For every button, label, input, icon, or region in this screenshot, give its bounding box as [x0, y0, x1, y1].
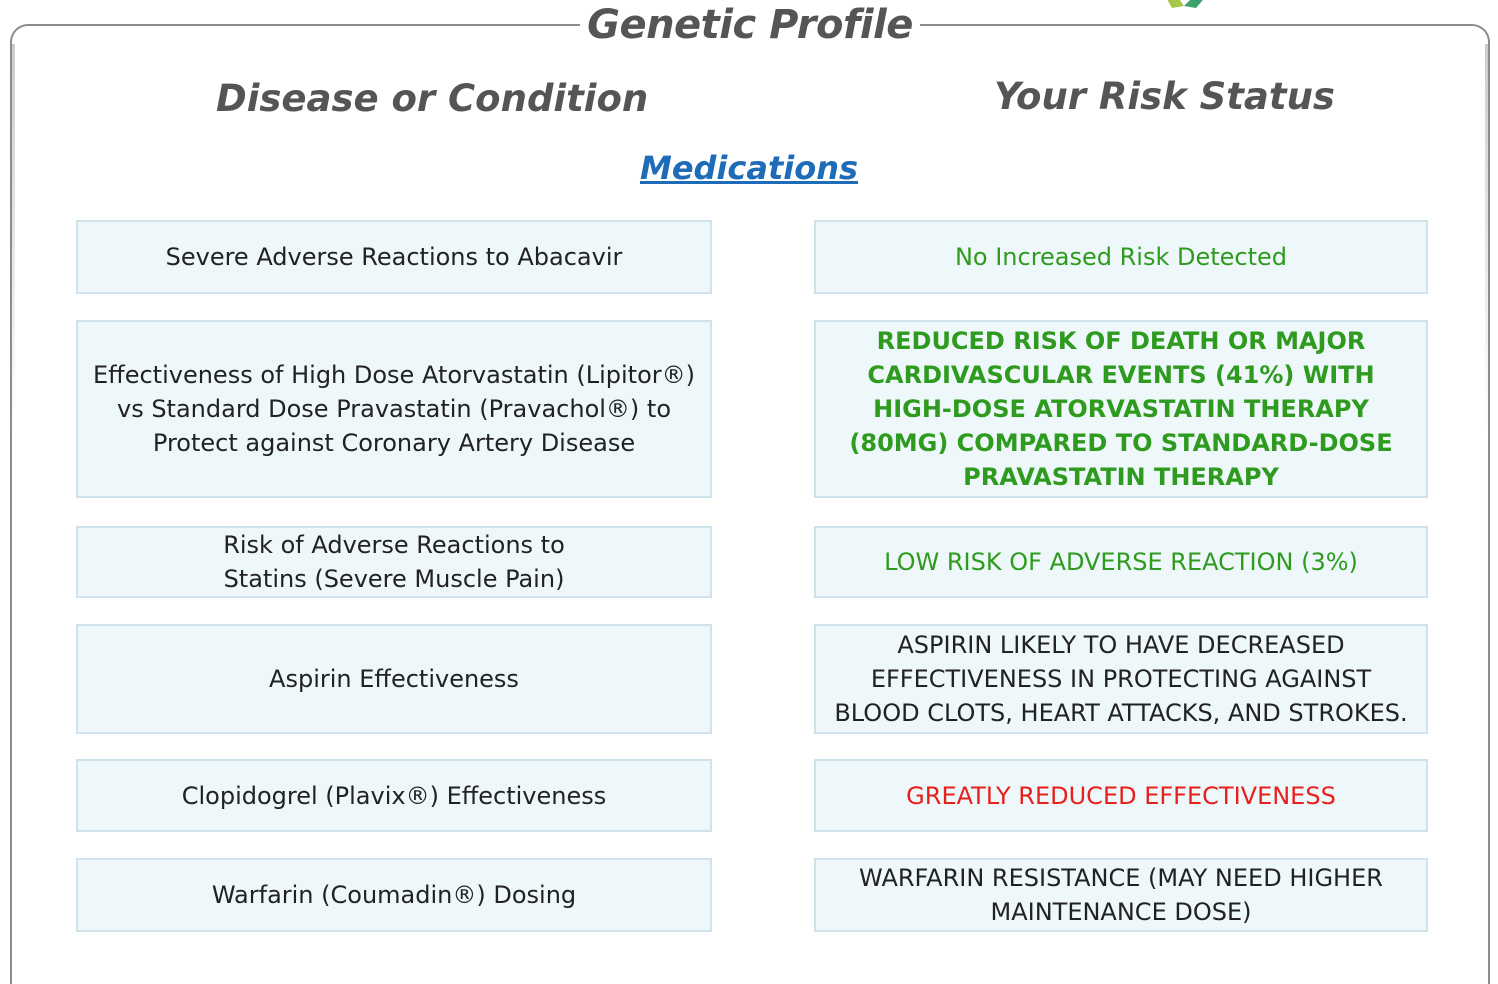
status-cell — [814, 220, 1428, 294]
status-cell — [814, 526, 1428, 598]
condition-text: Warfarin (Coumadin®) Dosing — [211, 881, 577, 909]
condition-cell — [76, 220, 712, 294]
status-text: ASPIRIN LIKELY TO HAVE DECREASED EFFECTIVENESS IN PROTECTING AGAINST BLOOD CLOTS, HEART ATTACKS, AND STROKES. — [834, 631, 1408, 727]
status-cell — [814, 858, 1428, 932]
condition-cell — [76, 858, 712, 932]
status-cell — [814, 624, 1428, 734]
condition-text: Effectiveness of High Dose Atorvastatin (Lipitor®) vs Standard Dose Pravastatin (Pravachol®) to Protect against Coronary Artery Disease — [93, 361, 695, 457]
condition-text: Risk of Adverse Reactions to Statins (Severe Muscle Pain) — [223, 531, 565, 593]
section-medications[interactable]: Medications — [639, 149, 859, 187]
condition-text: Aspirin Effectiveness — [269, 665, 519, 693]
status-text: No Increased Risk Detected — [954, 243, 1288, 271]
frame-shade-right — [1485, 44, 1488, 434]
status-text: LOW RISK OF ADVERSE REACTION (3%) — [884, 548, 1358, 576]
status-text: WARFARIN RESISTANCE (MAY NEED HIGHER MAINTENANCE DOSE) — [859, 864, 1383, 926]
condition-cell — [76, 526, 712, 598]
condition-text: Severe Adverse Reactions to Abacavir — [165, 243, 623, 271]
status-text: REDUCED RISK OF DEATH OR MAJOR CARDIVASCULAR EVENTS (41%) WITH HIGH-DOSE ATORVASTATIN THERAPY (80MG) COMPARED TO STANDARD-DOSE PRAVASTATIN THERAPY — [849, 327, 1393, 491]
status-text: GREATLY REDUCED EFFECTIVENESS — [906, 781, 1336, 810]
title-wrap — [580, 0, 920, 50]
condition-cell — [76, 624, 712, 734]
condition-cell — [76, 320, 712, 498]
page-title: Genetic Profile — [587, 2, 913, 48]
status-cell — [814, 759, 1428, 832]
condition-text: Clopidogrel (Plavix®) Effectiveness — [181, 781, 607, 810]
frame-shade-left — [12, 44, 15, 434]
column-header-condition: Disease or Condition — [216, 77, 649, 120]
condition-cell — [76, 759, 712, 832]
column-header-risk-status: Your Risk Status — [994, 75, 1335, 118]
logo-icon — [1160, 0, 1210, 16]
status-cell — [814, 320, 1428, 498]
